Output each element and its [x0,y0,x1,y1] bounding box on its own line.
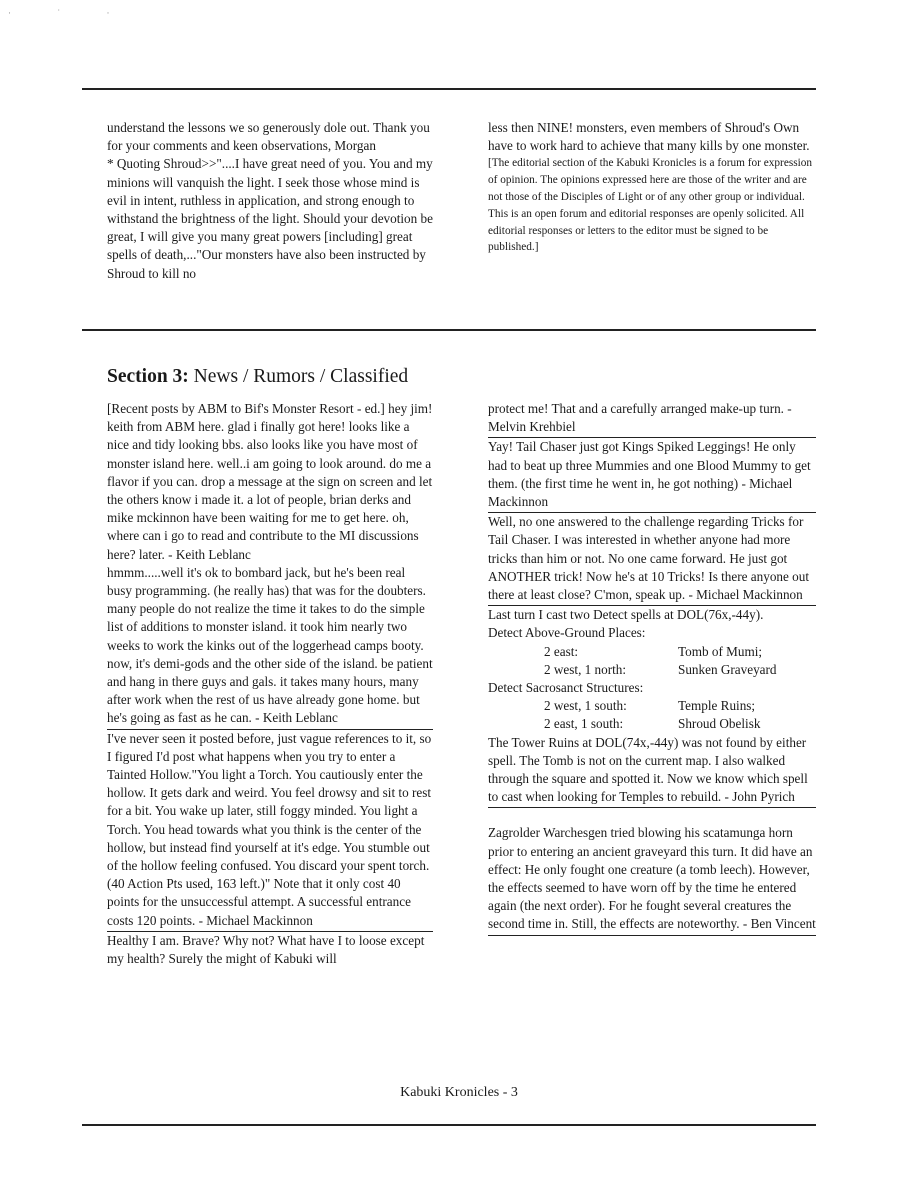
top-left-column [107,119,437,283]
direction: 2 east, 1 south: [544,716,624,732]
news-item: [Recent posts by ABM to Bif's Monster Resort - ed.] hey jim! keith from ABM here. glad i finally got here! looks like a nice and tidy looking bbs. also looks like you have most of monster island here. well..i am going to look around. do me a flavor if you can. drop a message at the sign on screen and let the others know i made it. a lot of people, brian derks and mike mckinnon have been waiting for me to get here. oh, where can i go to read and contribute to the MI discussions here? later. - Keith Leblanc [107,401,433,562]
table-row [488,697,816,715]
editorial-disclaimer: [The editorial section of the Kabuki Kronicles is a forum for expression of opinion. The opinions expressed here are those of the writer and are not those of the Disciples of Light or of any other group or individual. This is an open forum and editorial responses are openly solicited. All editorial responses or letters to the editor must be signed to be published.] [488,157,813,254]
news-item: Zagrolder Warchesgen tried blowing his scatamunga horn prior to entering an ancient graveyard this turn. It did have an effect: He only fought one creature (a tomb leech). However, the effects seemed to have worn off by the time he entered again (the next order). For he fought several creatures the second time in. Still, the effects are noteworthy. - Ben Vincent [488,824,816,935]
place: Temple Ruins; [678,698,756,714]
detect-above-heading: Detect Above-Ground Places: [488,625,646,641]
above-ground-table [488,643,816,679]
news-item: protect me! That and a carefully arranged make-up turn. - Melvin Krehbiel [488,400,816,438]
page-footer: Kabuki Kronicles - 3 [400,1085,518,1100]
table-row [488,661,816,679]
place: Sunken Graveyard [678,661,777,677]
left-news-column [107,400,433,968]
top-rule [82,88,816,90]
letter-closing: understand the lessons we so generously dole out. Thank you for your comments and keen observations, Morgan [107,120,430,154]
place: Tomb of Mumi; [678,643,763,659]
place: Shroud Obelisk [678,716,761,732]
detect-intro: Last turn I cast two Detect spells at DOL(76x,-44y). [488,607,764,623]
section-heading [107,364,408,390]
bottom-rule [82,1124,816,1126]
letter-continuation: less then NINE! monsters, even members of Shroud's Own have to work hard to achieve that many kills by one monster. [488,120,810,154]
detect-sacrosanct-heading: Detect Sacrosanct Structures: [488,680,644,696]
news-item: Well, no one answered to the challenge regarding Tricks for Tail Chaser. I was interested in whether anyone had more tricks than him or not. No one came forward. He just got ANOTHER trick! Now he's at 10 Tricks! Is there anyone out there at least close? C'mon, speak up. - Michael Mackinnon [488,513,816,606]
shroud-quote: * Quoting Shroud>>"....I have great need of you. You and my minions will vanquish the light. I seek those whose mind is evil in intent, ruthless in application, and strong enough to withstand the brightness of the light. Should your devotion be great, I will give you many great powers [including] great spells of death,..."Our monsters have also been instructed by Shroud to kill no [107,156,433,281]
news-item: Healthy I am. Brave? Why not? What have I to loose except my health? Surely the might of Kabuki will [107,932,425,967]
sacrosanct-table [488,697,816,733]
detect-conclusion: The Tower Ruins at DOL(74x,-44y) was not found by either spell. The Tomb is not on the current map. I also walked through the square and spotted it. Now we know which spell to cast when looking for Temples to rebuild. - John Pyrich [488,734,808,805]
direction: 2 west, 1 north: [544,661,627,677]
news-item: Yay! Tail Chaser just got Kings Spiked Leggings! He only had to beat up three Mummies and one Blood Mummy to get them. (the first time he went in, he got nothing) - Michael Mackinnon [488,438,816,513]
mid-rule [82,329,816,331]
section-title: News / Rumors / Classified [193,366,409,387]
direction: 2 east: [544,643,579,659]
direction: 2 west, 1 south: [544,698,627,714]
news-item: hmmm.....well it's ok to bombard jack, but he's been real busy programming. (he really has) that was for the doubters. many people do not realize the time it takes to do the simple list of additions to monster island. it took him nearly two weeks to work the kinks out of the loggerhead camps booty. now, it's demi-gods and the other side of the island. be patient and hang in there guys and gals. it takes many hours, many after work when the rest of us have already gone home. but he's going as fast as he can. - Keith Leblanc [107,564,433,730]
detect-spells-report [488,606,816,808]
section-label: Section 3: [107,366,189,387]
table-row [488,715,816,733]
news-item: I've never seen it posted before, just vague references to it, so I figured I'd post what happens when you try to enter a Tainted Hollow."You light a Torch. You cautiously enter the hollow. It gets dark and weird. You feel drowsy and sit to rest for a bit. You wake up later, still foggy minded. You light a Torch. You head towards what you think is the center of the hollow, but instead find yourself at it's edge. You stumble out of the hollow feeling confused. You discard your spent torch. (40 Action Pts used, 163 left.)" Note that it only cost 40 points for the unsuccessful attempt. A successful entrance costs 120 points. - Michael Mackinnon [107,730,433,932]
top-right-column [488,119,818,256]
scan-specks: · ˙ · [8,8,132,18]
table-row [488,643,816,661]
right-news-column [488,400,816,936]
